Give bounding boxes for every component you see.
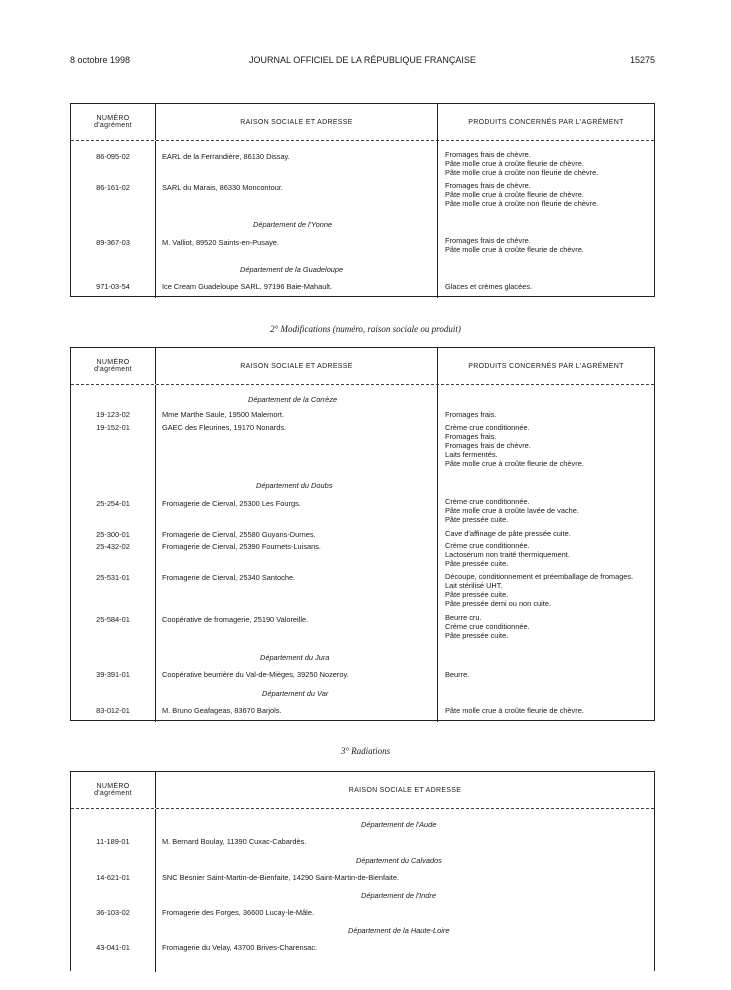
header-numero	[71, 348, 156, 384]
table-row-number: 19-152-01	[96, 423, 130, 432]
department-heading: Département du Calvados	[356, 856, 442, 865]
column-numero	[71, 809, 156, 972]
header-numero	[71, 104, 156, 140]
product-line: Pâte molle crue à croûte fleurie de chèvre.	[445, 459, 584, 468]
product-line: Fromages frais de chèvre.	[445, 441, 531, 450]
product-line: Pâte pressée demi ou non cuite.	[445, 599, 551, 608]
header-agrement-label: d'agrément	[94, 366, 132, 373]
product-line: Pâte molle crue à croûte non fleurie de chèvre.	[445, 199, 599, 208]
table-row-number: 86-095-02	[96, 152, 130, 161]
section-title-modifications: 2° Modifications (numéro, raison sociale ou produit)	[270, 324, 461, 334]
product-line: Crème crue conditionnée.	[445, 423, 530, 432]
department-heading: Département de la Guadeloupe	[240, 265, 344, 274]
department-heading: Département de l'Aude	[361, 820, 437, 829]
table-row-address: M. Valliot, 89520 Saints-en-Pusaye.	[162, 238, 279, 247]
product-line: Pâte molle crue à croûte lavée de vache.	[445, 506, 579, 515]
table-row-number: 14-621-01	[96, 873, 130, 882]
radiation-table	[70, 771, 655, 971]
header-numero-label: NUMÉRO	[96, 359, 130, 366]
product-line: Laits fermentés.	[445, 450, 498, 459]
header-raison: RAISON SOCIALE ET ADRESSE	[156, 348, 438, 384]
department-heading: Département du Var	[262, 689, 329, 698]
product-line: Fromages frais.	[445, 432, 497, 441]
header-raison: RAISON SOCIALE ET ADRESSE	[348, 786, 462, 794]
table-body	[71, 141, 654, 298]
table-row-number: 39-391-01	[96, 670, 130, 679]
table-row-address: GAEC des Fleurines, 19170 Nonards.	[162, 423, 287, 432]
table-row-address: Coopérative beurrière du Val-de-Mièges, 39250 Nozeroy.	[162, 670, 349, 679]
table-row-number: 43-041-01	[96, 943, 130, 952]
header-agrement-label: d'agrément	[94, 122, 132, 129]
product-line: Pâte molle crue à croûte fleurie de chèvre.	[445, 706, 584, 715]
product-line: Lait stérilisé UHT.	[445, 581, 503, 590]
table-row-address: Coopérative de fromagerie, 25190 Valoreille.	[162, 615, 309, 624]
agrement-table-2	[70, 347, 655, 721]
column-raison	[156, 141, 438, 298]
column-raison	[156, 385, 438, 722]
table-row-address: Ice Cream Guadeloupe SARL, 97196 Baie-Mahault.	[162, 282, 333, 291]
product-line: Glaces et crèmes glacées.	[445, 282, 533, 291]
product-line: Découpe, conditionnement et préemballage de fromages.	[445, 572, 634, 581]
product-line: Cave d'affinage de pâte pressée cuite.	[445, 529, 571, 538]
table-row-number: 11-189-01	[96, 837, 130, 846]
product-line: Pâte molle crue à croûte fleurie de chèvre.	[445, 159, 584, 168]
product-line: Pâte molle crue à croûte fleurie de chèvre.	[445, 245, 584, 254]
header-numero	[71, 772, 156, 808]
table-header	[71, 772, 654, 809]
column-numero	[71, 385, 156, 722]
table-row-address: Mme Marthe Saule, 19500 Malemort.	[162, 410, 284, 419]
table-row-number: 36-103-02	[96, 908, 130, 917]
product-line: Pâte pressée cuite.	[445, 515, 509, 524]
table-header	[71, 104, 654, 141]
table-row-address: Fromagerie de Cierval, 25300 Les Fourgs.	[162, 499, 301, 508]
agrement-table-1	[70, 103, 655, 297]
table-row-number: 86-161-02	[96, 183, 130, 192]
table-row-address: Fromagerie des Forges, 36600 Lucay-le-Mâle.	[162, 908, 314, 917]
table-row-address: M. Bernard Boulay, 11390 Cuxac-Cabardès.	[162, 837, 307, 846]
header-numero-label: NUMÉRO	[96, 783, 130, 790]
product-line: Fromages frais de chèvre.	[445, 150, 531, 159]
product-line: Crème crue conditionnée.	[445, 497, 530, 506]
product-line: Pâte pressée cuite.	[445, 631, 509, 640]
department-heading: Département de l'Yonne	[253, 220, 333, 229]
table-row-number: 971-03-54	[96, 282, 130, 291]
page-number: 15275	[629, 55, 655, 65]
product-line: Pâte molle crue à croûte non fleurie de chèvre.	[445, 168, 599, 177]
table-row-address: Fromagerie de Cierval, 25340 Santoche.	[162, 573, 296, 582]
header-numero-label: NUMÉRO	[96, 115, 130, 122]
department-heading: Département de l'Indre	[361, 891, 436, 900]
table-row-address: SARL du Marais, 86330 Moncontour.	[162, 183, 283, 192]
product-line: Fromages frais.	[445, 410, 497, 419]
table-row-number: 25-584-01	[96, 615, 130, 624]
department-heading: Département du Jura	[260, 653, 330, 662]
column-produits	[438, 385, 654, 722]
column-raison	[156, 809, 654, 972]
table-row-address: M. Bruno Geafageas, 83670 Barjols.	[162, 706, 282, 715]
table-row-address: Fromagerie du Velay, 43700 Brives-Charensac.	[162, 943, 318, 952]
header-agrement-label: d'agrément	[94, 790, 132, 797]
header-produits: PRODUITS CONCERNÉS PAR L'AGRÉMENT	[468, 118, 624, 126]
product-line: Crème crue conditionnée.	[445, 541, 530, 550]
journal-title: JOURNAL OFFICIEL DE LA RÉPUBLIQUE FRANÇAISE	[249, 55, 476, 65]
product-line: Pâte pressée cuite.	[445, 559, 509, 568]
table-header	[71, 348, 654, 385]
table-row-address: SNC Besnier Saint-Martin-de-Bienfaite, 14290 Saint-Martin-de-Bienfaite.	[162, 873, 400, 882]
table-row-address: EARL de la Ferrandière, 86130 Dissay.	[162, 152, 290, 161]
product-line: Pâte pressée cuite.	[445, 590, 509, 599]
department-heading: Département de la Corrèze	[248, 395, 338, 404]
table-body	[71, 809, 654, 972]
department-heading: Département du Doubs	[256, 481, 333, 490]
table-body	[71, 385, 654, 722]
product-line: Lactosérum non traité thermiquement.	[445, 550, 570, 559]
column-produits	[438, 141, 654, 298]
header-raison: RAISON SOCIALE ET ADRESSE	[156, 104, 438, 140]
header-produits: PRODUITS CONCERNÉS PAR L'AGRÉMENT	[468, 362, 624, 370]
table-row-number: 19-123-02	[96, 410, 130, 419]
product-line: Beurre cru.	[445, 613, 482, 622]
table-row-number: 89-367-03	[96, 238, 130, 247]
table-row-number: 83-012-01	[96, 706, 130, 715]
department-heading: Département de la Haute-Loire	[348, 926, 450, 935]
table-row-address: Fromagerie de Cierval, 25390 Fournets-Luisans.	[162, 542, 321, 551]
publication-date: 8 octobre 1998	[70, 55, 131, 65]
table-row-number: 25-531-01	[96, 573, 130, 582]
product-line: Fromages frais de chèvre.	[445, 181, 531, 190]
product-line: Pâte molle crue à croûte fleurie de chèvre.	[445, 190, 584, 199]
table-row-address: Fromagerie de Cierval, 25580 Guyans-Durnes.	[162, 530, 316, 539]
section-title-radiations: 3° Radiations	[340, 746, 391, 756]
product-line: Fromages frais de chèvre.	[445, 236, 531, 245]
column-numero	[71, 141, 156, 298]
page-header	[70, 55, 655, 69]
product-line: Crème crue conditionnée.	[445, 622, 530, 631]
table-row-number: 25-300-01	[96, 530, 130, 539]
product-line: Beurre.	[445, 670, 470, 679]
table-row-number: 25-254-01	[96, 499, 130, 508]
table-row-number: 25-432-02	[96, 542, 130, 551]
